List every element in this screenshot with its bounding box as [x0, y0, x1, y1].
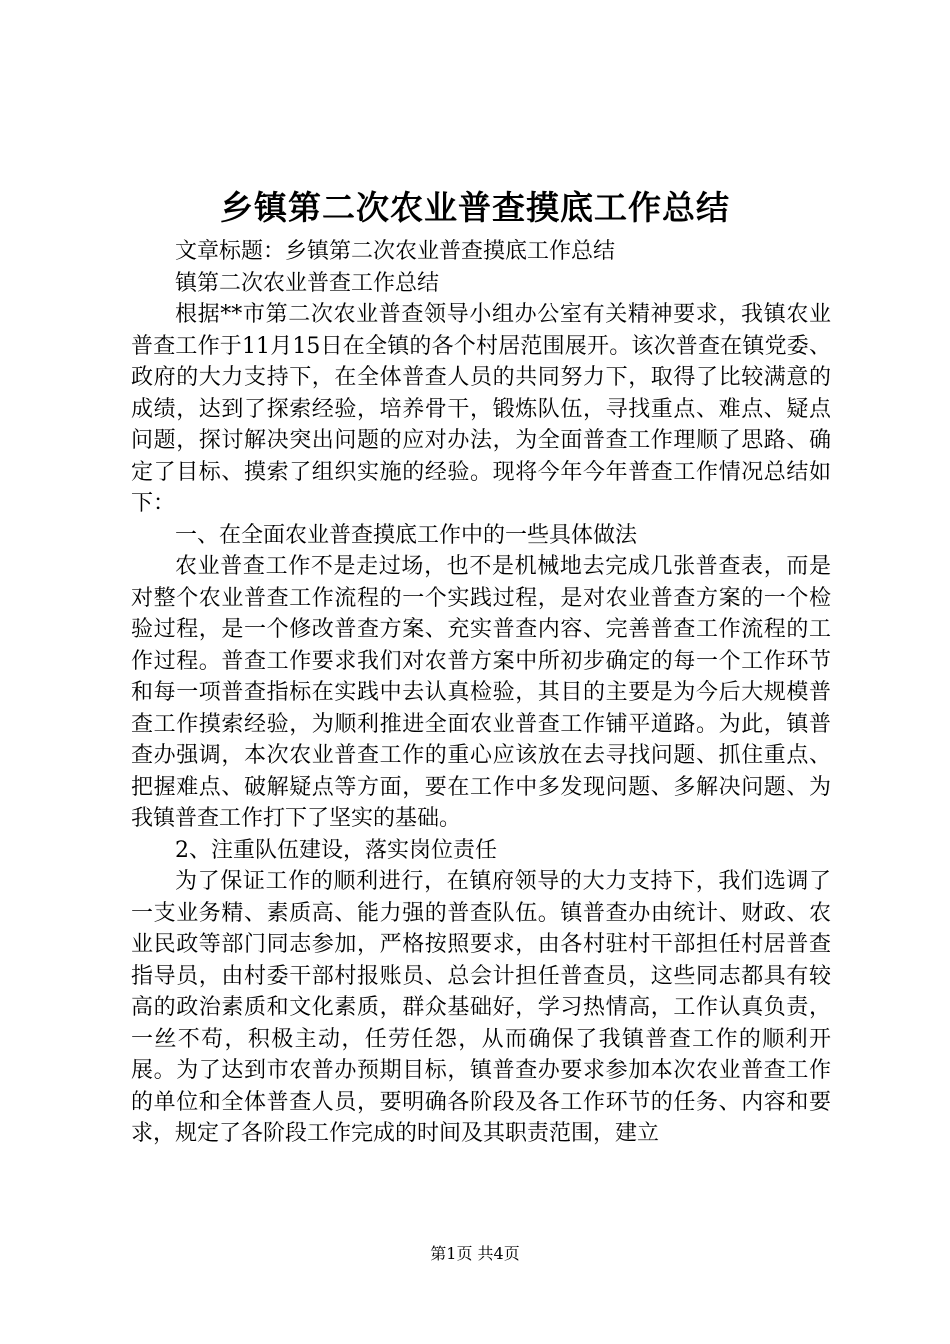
article-title-line: 文章标题：乡镇第二次农业普查摸底工作总结	[175, 239, 616, 264]
section-heading-2: 2、注重队伍建设，落实岗位责任	[175, 837, 497, 863]
body-paragraph: 农业普查工作不是走过场，也不是机械地去完成几张普查表，而是对整个农业普查工作流程的一个实践过程，是对农业普查方案的一个检验过程，是一个修改普查方案、充实普查内容、完善普查工作流程的工作过程。普查工作要求我们对农普方案中所初步确定的每一个工作环节和每一项普查指标在实践中去认真检验，其目的主要是为今后大规模普查工作摸索经验，为顺利推进全面农业普查工作铺平道路。为此，镇普查办强调，本次农业普查工作的重心应该放在去寻找问题、抓住重点、把握难点、破解疑点等方面，要在工作中多发现问题、多解决问题、为我镇普查工作打下了坚实的基础。	[131, 554, 831, 831]
body-paragraph: 为了保证工作的顺利进行，在镇府领导的大力支持下，我们选调了一支业务精、素质高、能力强的普查队伍。镇普查办由统计、财政、农业民政等部门同志参加，严格按照要求，由各村驻村干部担任村居普查指导员，由村委干部村报账员、总会计担任普查员，这些同志都具有较高的政治素质和文化素质，群众基础好，学习热情高，工作认真负责，一丝不苟，积极主动，任劳任怨，从而确保了我镇普查工作的顺利开展。为了达到市农普办预期目标，镇普查办要求参加本次农业普查工作的单位和全体普查人员，要明确各阶段及各工作环节的任务、内容和要求，规定了各阶段工作完成的时间及其职责范围，建立	[131, 869, 831, 1146]
section-heading-1: 一、在全面农业普查摸底工作中的一些具体做法	[175, 522, 638, 548]
subtitle-line: 镇第二次农业普查工作总结	[175, 270, 440, 296]
intro-paragraph: 根据**市第二次农业普查领导小组办公室有关精神要求，我镇农业普查工作于11月15日在全镇的各个村居范围展开。该次普查在镇党委、政府的大力支持下，在全体普查人员的共同努力下，取得了比较满意的成绩，达到了探索经验，培养骨干，锻炼队伍，寻找重点、难点、疑点问题，探讨解决突出问题的应对办法，为全面普查工作理顺了思路、确定了目标、摸索了组织实施的经验。现将今年今年普查工作情况总结如下：	[131, 302, 831, 516]
page-footer: 第1页 共4页	[430, 1244, 520, 1263]
document-body	[131, 236, 831, 1150]
document-title: 乡镇第二次农业普查摸底工作总结	[220, 188, 730, 227]
